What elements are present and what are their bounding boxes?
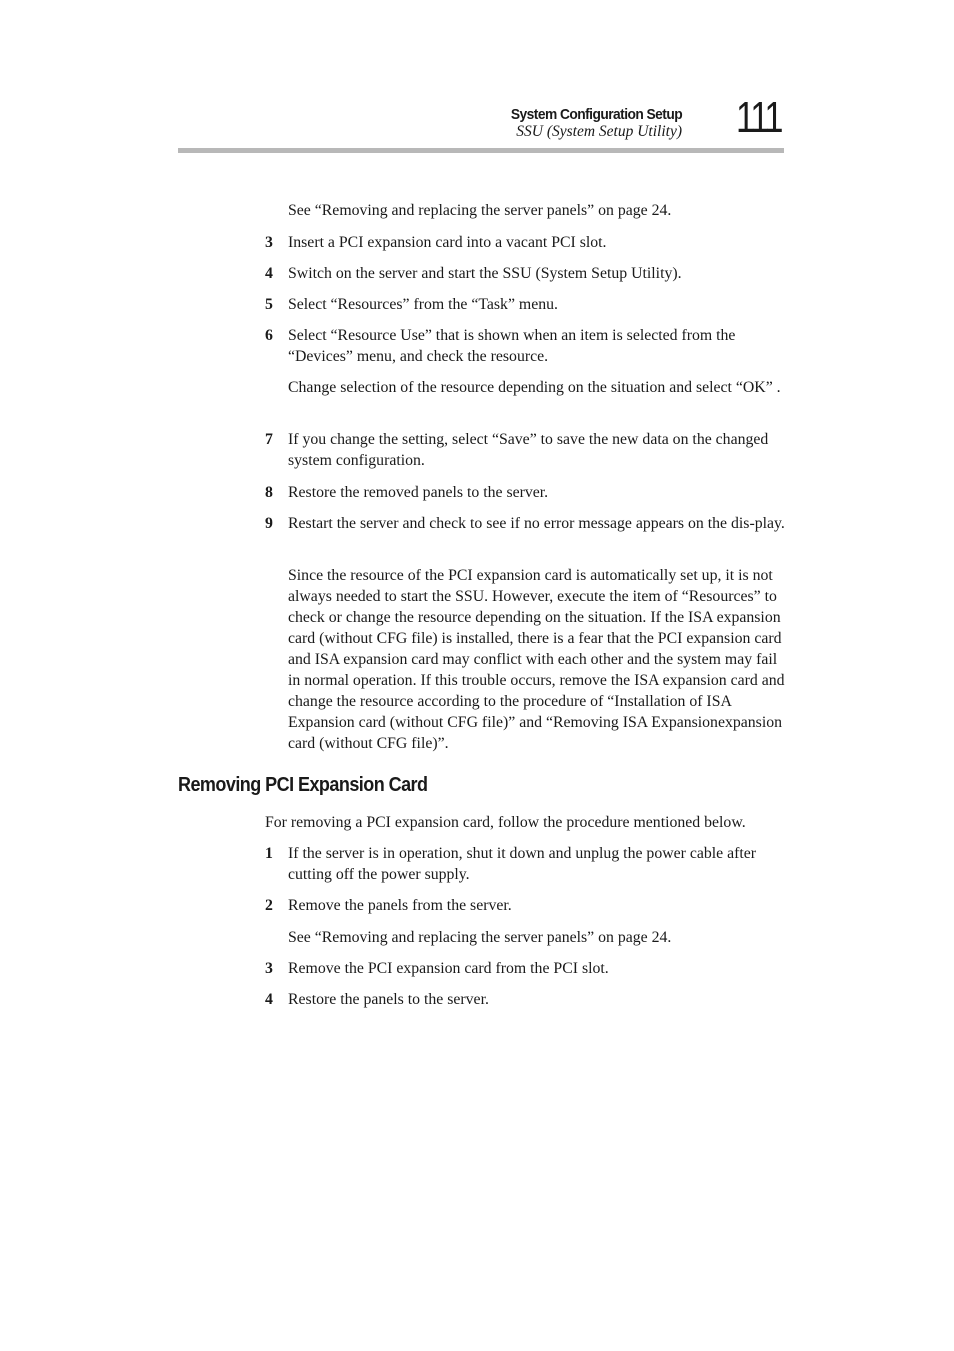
step-number: 3 xyxy=(265,234,273,251)
section-heading: Removing PCI Expansion Card xyxy=(178,774,428,796)
step-text: Select “Resource Use” that is shown when an item is selected from the “Devices” menu, and check the resource. xyxy=(288,327,736,365)
step-number: 9 xyxy=(265,515,273,532)
step-number: 2 xyxy=(265,897,273,914)
step-text: Restore the removed panels to the server. xyxy=(288,484,549,501)
step-text: Restart the server and check to see if no error message appears on the dis-play. xyxy=(288,515,785,532)
step-text: Restore the panels to the server. xyxy=(288,991,489,1008)
step-number: 7 xyxy=(265,431,273,448)
header-rule xyxy=(178,148,784,153)
note-paragraph: See “Removing and replacing the server panels” on page 24. xyxy=(288,202,672,219)
step-number: 4 xyxy=(265,265,273,282)
step-text: Remove the panels from the server. xyxy=(288,897,512,914)
page-number: 111 xyxy=(736,93,782,142)
step-text: If the server is in operation, shut it down and unplug the power cable after cutting off the power supply. xyxy=(288,845,757,883)
step-number: 4 xyxy=(265,991,273,1008)
step-text: If you change the setting, select “Save” to save the new data on the changed system configuration. xyxy=(288,431,769,469)
header-chapter-title: System Configuration Setup xyxy=(510,106,682,123)
step-number: 8 xyxy=(265,484,273,501)
step-number: 3 xyxy=(265,960,273,977)
step-number: 1 xyxy=(265,845,273,862)
note-paragraph: See “Removing and replacing the server panels” on page 24. xyxy=(288,929,672,946)
step-number: 5 xyxy=(265,296,273,313)
intro-paragraph: For removing a PCI expansion card, follow the procedure mentioned below. xyxy=(265,814,746,831)
header-section-title: SSU (System Setup Utility) xyxy=(516,123,682,140)
note-paragraph: Change selection of the resource depending on the situation and select “OK” . xyxy=(288,379,781,396)
note-paragraph: Since the resource of the PCI expansion card is automatically set up, it is not always needed to start the SSU. However, execute the item of “Resources” to check or change the resource depending on the situation. If the ISA expansion card (without CFG file) is installed, there is a fear that the PCI expansion card and ISA expansion card may conflict with each other and the system may fail in normal operation. If this trouble occurs, remove the ISA expansion card and change the resource according to the procedure of “Installation of ISA Expansion card (without CFG file)” and “Removing ISA Expansionexpansion card (without CFG file)”. xyxy=(288,567,785,752)
step-text: Remove the PCI expansion card from the PCI slot. xyxy=(288,960,609,977)
step-text: Switch on the server and start the SSU (System Setup Utility). xyxy=(288,265,682,282)
step-text: Insert a PCI expansion card into a vacant PCI slot. xyxy=(288,234,607,251)
step-number: 6 xyxy=(265,327,273,344)
step-text: Select “Resources” from the “Task” menu. xyxy=(288,296,558,313)
